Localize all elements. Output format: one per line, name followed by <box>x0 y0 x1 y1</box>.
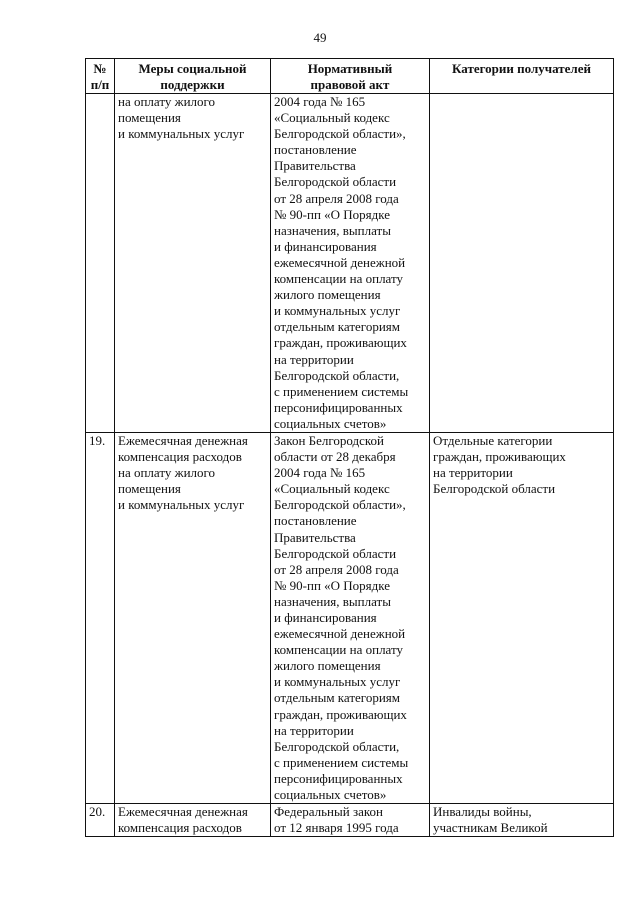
social-support-table <box>85 58 614 837</box>
row-measure: Ежемесячная денежная компенсация расходов на оплату жилого помещения и коммунальных услуг <box>115 432 271 803</box>
row-act: Закон Белгородской области от 28 декабря 2004 года № 165 «Социальный кодекс Белгородской области», постановление Правительства Белгородской области от 28 апреля 2008 года № 90-пп «О Порядке назначения, выплаты и финансирования ежемесячной денежной компенсации на оплату жилого помещения и коммунальных услуг отдельным категориям граждан, проживающих на территории Белгородской области, с применением системы персонифицированных социальных счетов» <box>271 432 430 803</box>
header-measure: Меры социальной поддержки <box>115 59 271 94</box>
header-categories: Категории получателей <box>430 59 614 94</box>
page-number: 49 <box>313 30 327 45</box>
row-num: 19. <box>86 432 115 803</box>
table-row <box>86 804 614 837</box>
row-num: 20. <box>86 804 115 837</box>
table-row <box>86 432 614 803</box>
table-row <box>86 94 614 433</box>
row-measure: Ежемесячная денежная компенсация расходов <box>115 804 271 837</box>
table-header-row <box>86 59 614 94</box>
row-act: Федеральный закон от 12 января 1995 года <box>271 804 430 837</box>
row-categories: Инвалиды войны, участникам Великой <box>430 804 614 837</box>
row-categories: Отдельные категории граждан, проживающих на территории Белгородской области <box>430 432 614 803</box>
row-num <box>86 94 115 433</box>
row-measure: на оплату жилого помещения и коммунальных услуг <box>115 94 271 433</box>
row-act: 2004 года № 165 «Социальный кодекс Белгородской области», постановление Правительства Белгородской области от 28 апреля 2008 года № 90-пп «О Порядке назначения, выплаты и финансирования ежемесячной денежной компенсации на оплату жилого помещения и коммунальных услуг отдельным категориям граждан, проживающих на территории Белгородской области, с применением системы персонифицированных социальных счетов» <box>271 94 430 433</box>
row-categories <box>430 94 614 433</box>
header-num: № п/п <box>86 59 115 94</box>
header-act: Нормативный правовой акт <box>271 59 430 94</box>
